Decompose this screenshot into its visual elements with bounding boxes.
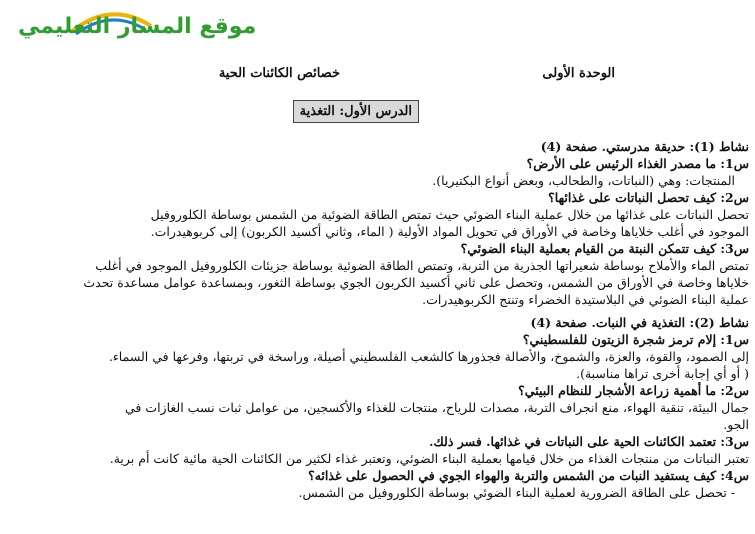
site-logo	[8, 4, 257, 50]
question: س4: كيف يستفيد النبات من الشمس والتربة والهواء الجوي في الحصول على غذائه؟	[308, 468, 749, 483]
unit-title: الوحدة الأولى	[542, 66, 615, 81]
answer: ( أو أي إجابة أخرى تراها مناسبة).	[576, 366, 749, 381]
answer: جمال البيئة، تنقية الهواء، منع انجراف التربة، مصدات للرياح، منتجات للغذاء والأكسجين، من عوامل ثبات نسب الغازات في	[124, 400, 749, 415]
question: س2: كيف تحصل النباتات على غذائها؟	[548, 190, 749, 205]
question: س3: تعتمد الكائنات الحية على النباتات في غذائها. فسر ذلك.	[429, 434, 749, 449]
answer: الموجود في أغلب خلاياها وخاصة في الأوراق في تحويل المواد الأولية ( الماء، وثاني أكسيد الكربون) إلى كربوهيدرات.	[150, 224, 749, 239]
question: س1: ما مصدر الغذاء الرئيس على الأرض؟	[526, 156, 749, 171]
answer: - تحصل على الطاقة الضرورية لعملية البناء الضوئي بوساطة الكلوروفيل من الشمس.	[298, 485, 735, 500]
answer: تعتبر النباتات من منتجات الغذاء من خلال قيامها بعملية البناء الضوئي، وتعتبر غذاء لكثير من الكائنات الحية مائية كانت أم برية.	[109, 451, 749, 466]
answer: عملية البناء الضوئي في البلاستيدة الخضراء وتنتج الكربوهيدرات.	[422, 292, 749, 307]
subject-title: خصائص الكائنات الحية	[218, 66, 340, 81]
answer: الجو.	[723, 417, 749, 432]
lesson-title: الدرس الأول: التغذية	[293, 100, 419, 123]
logo-text: موقع المسار التعليمي	[18, 14, 257, 39]
question: س2: ما أهمية زراعة الأشجار للنظام البيئي؟	[518, 383, 749, 398]
activity-1-title: نشاط (1): حديقة مدرستي. صفحة (4)	[540, 139, 749, 154]
answer: المنتجات: وهي (النباتات، والطحالب، وبعض أنواع البكتيريا).	[432, 173, 735, 188]
activity-2-title: نشاط (2): التغذية في النبات. صفحة (4)	[530, 315, 749, 330]
question: س3: كيف تتمكن النبتة من القيام بعملية البناء الضوئي؟	[460, 241, 749, 256]
question: س1: إلام ترمز شجرة الزيتون للفلسطيني؟	[522, 332, 749, 347]
answer: خلاياها وخاصة في الأوراق من الشمس، وتحصل على ثاني أكسيد الكربون الجوي بوساطة الثغور، وبمساعدة عوامل مساعدة تحدث	[83, 275, 749, 290]
answer: تمتص الماء والأملاح بوساطة شعيراتها الجذرية من التربة، وتمتص الطاقة الضوئية بوساطة جزيئات الكلوروفيل الموجود في أغلب	[95, 258, 749, 273]
worksheet-content	[7, 136, 749, 501]
answer: إلى الصمود، والقوة، والعزة، والشموخ، والأصالة فجذورها كالشعب الفلسطيني أصيلة، وراسخة في تربتها، وفرعها في السماء.	[108, 349, 749, 364]
answer: تحصل النباتات على غذائها من خلال عملية البناء الضوئي حيث تمتص الطاقة الضوئية من الشمس بوساطة الكلوروفيل	[150, 207, 749, 222]
